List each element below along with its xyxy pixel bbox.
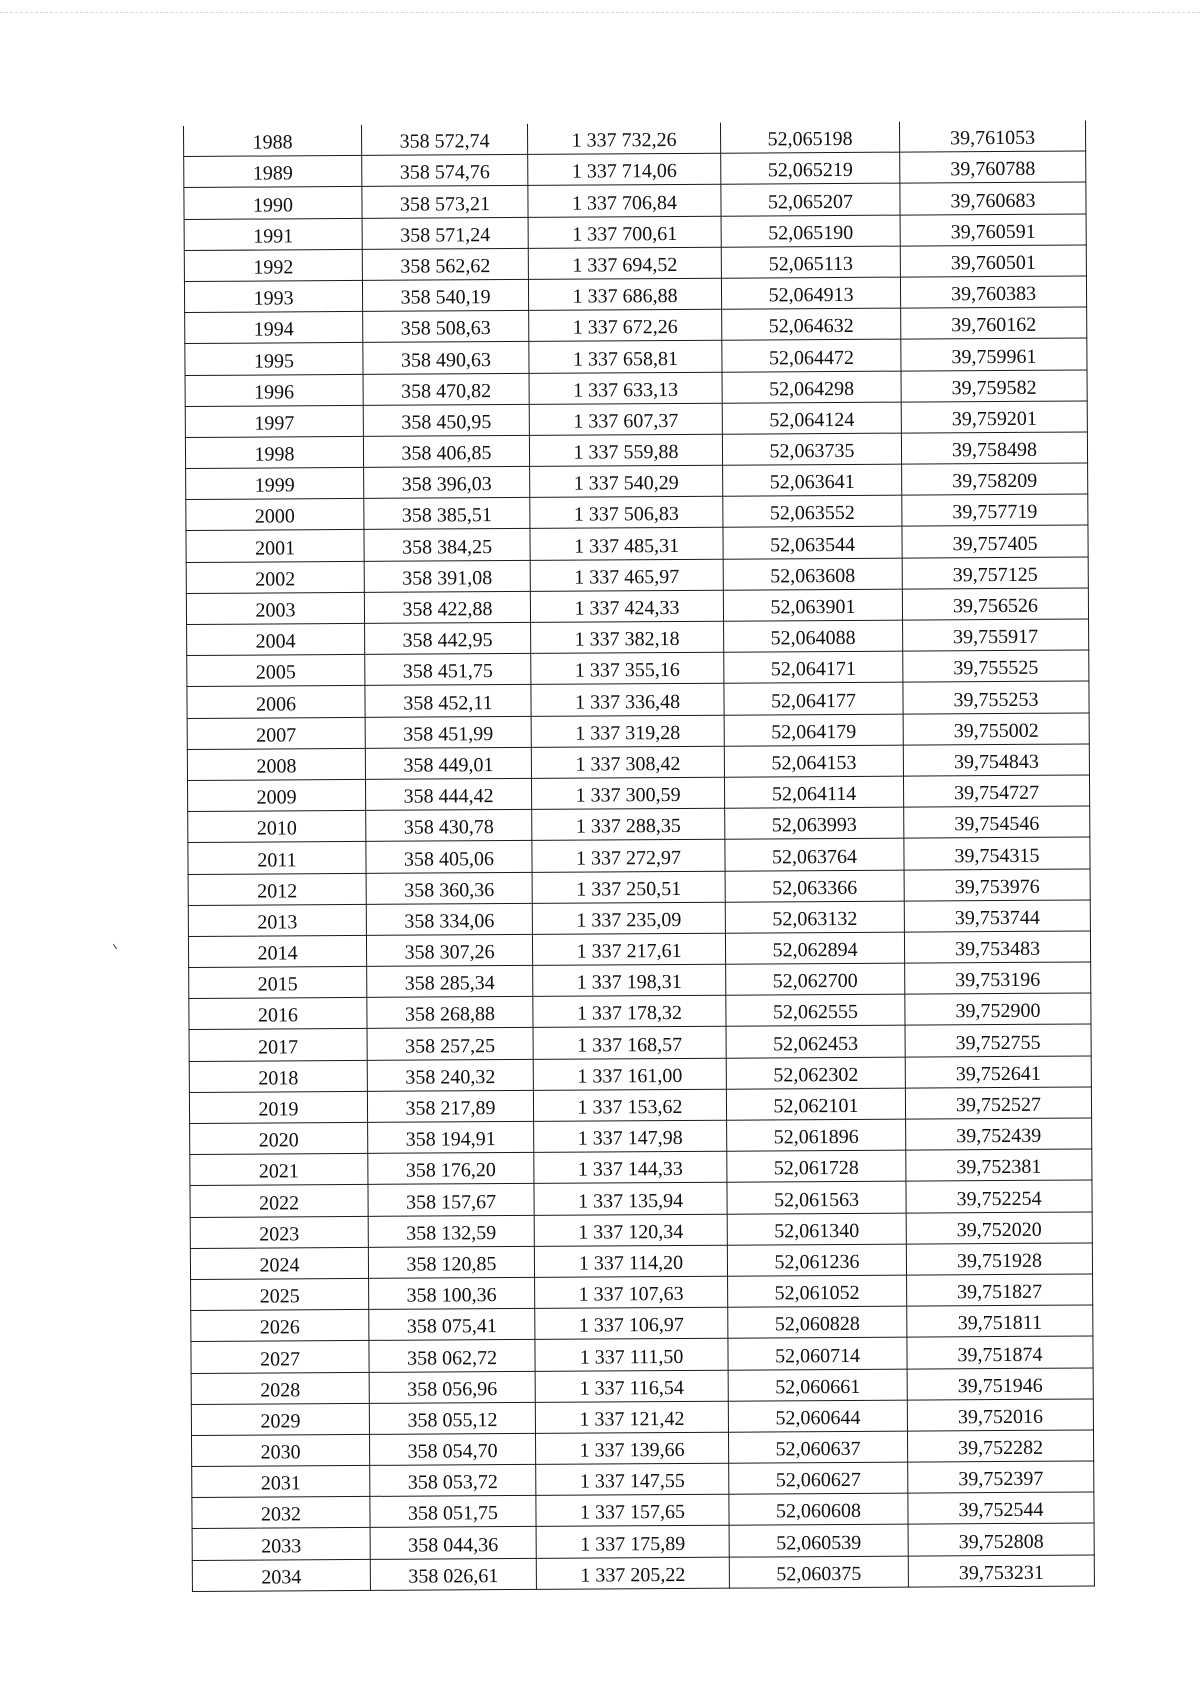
longitude-cell: 39,760383 bbox=[900, 276, 1086, 308]
x-coordinate-cell: 358 120,85 bbox=[368, 1246, 534, 1278]
year-cell: 2021 bbox=[190, 1154, 368, 1186]
latitude-cell: 52,062302 bbox=[726, 1057, 905, 1089]
longitude-cell: 39,754315 bbox=[904, 837, 1090, 869]
longitude-cell: 39,755917 bbox=[903, 619, 1089, 651]
table-row bbox=[185, 432, 1087, 469]
y-coordinate-cell: 1 337 700,61 bbox=[528, 216, 721, 248]
latitude-cell: 52,060608 bbox=[729, 1493, 908, 1525]
x-coordinate-cell: 358 540,19 bbox=[362, 279, 528, 311]
table-row bbox=[183, 120, 1085, 156]
y-coordinate-cell: 1 337 424,33 bbox=[530, 590, 723, 622]
x-coordinate-cell: 358 051,75 bbox=[370, 1496, 536, 1528]
longitude-cell: 39,752527 bbox=[905, 1087, 1091, 1119]
table-row bbox=[187, 775, 1089, 812]
latitude-cell: 52,061340 bbox=[727, 1213, 906, 1245]
latitude-cell: 52,065113 bbox=[721, 246, 900, 278]
x-coordinate-cell: 358 451,99 bbox=[365, 716, 531, 748]
year-cell: 2031 bbox=[192, 1465, 370, 1497]
year-cell: 2012 bbox=[188, 873, 366, 905]
year-cell: 2004 bbox=[187, 623, 365, 655]
y-coordinate-cell: 1 337 706,84 bbox=[528, 185, 721, 217]
longitude-cell: 39,752016 bbox=[907, 1399, 1093, 1431]
table-row bbox=[189, 1056, 1091, 1093]
x-coordinate-cell: 358 062,72 bbox=[369, 1340, 535, 1372]
year-cell: 1994 bbox=[185, 312, 363, 344]
table-row bbox=[185, 369, 1087, 406]
x-coordinate-cell: 358 391,08 bbox=[364, 560, 530, 592]
x-coordinate-cell: 358 508,63 bbox=[363, 311, 529, 343]
latitude-cell: 52,060375 bbox=[729, 1556, 908, 1588]
longitude-cell: 39,752900 bbox=[905, 993, 1091, 1025]
table-row bbox=[184, 245, 1086, 282]
x-coordinate-cell: 358 257,25 bbox=[367, 1028, 533, 1060]
latitude-cell: 52,065190 bbox=[721, 215, 900, 247]
latitude-cell: 52,060539 bbox=[729, 1525, 908, 1557]
year-cell: 2022 bbox=[190, 1185, 368, 1217]
table-row bbox=[188, 931, 1090, 968]
latitude-cell: 52,061728 bbox=[727, 1150, 906, 1182]
y-coordinate-cell: 1 337 658,81 bbox=[529, 341, 722, 373]
longitude-cell: 39,752397 bbox=[908, 1461, 1094, 1493]
latitude-cell: 52,064632 bbox=[722, 308, 901, 340]
longitude-cell: 39,752755 bbox=[905, 1024, 1091, 1056]
y-coordinate-cell: 1 337 235,09 bbox=[532, 902, 725, 934]
y-coordinate-cell: 1 337 308,42 bbox=[531, 746, 724, 778]
year-cell: 2033 bbox=[192, 1528, 370, 1560]
year-cell: 2010 bbox=[188, 811, 366, 843]
longitude-cell: 39,751946 bbox=[907, 1367, 1093, 1399]
x-coordinate-cell: 358 442,95 bbox=[365, 622, 531, 654]
year-cell: 2007 bbox=[187, 717, 365, 749]
year-cell: 2030 bbox=[191, 1434, 369, 1466]
x-coordinate-cell: 358 176,20 bbox=[368, 1153, 534, 1185]
latitude-cell: 52,062555 bbox=[726, 994, 905, 1026]
table-row bbox=[192, 1492, 1094, 1529]
latitude-cell: 52,065207 bbox=[721, 183, 900, 215]
year-cell: 2026 bbox=[191, 1310, 369, 1342]
x-coordinate-cell: 358 240,32 bbox=[367, 1059, 533, 1091]
table-row bbox=[188, 837, 1090, 874]
latitude-cell: 52,063764 bbox=[725, 838, 904, 870]
table-row bbox=[184, 182, 1086, 219]
longitude-cell: 39,752808 bbox=[908, 1523, 1094, 1555]
y-coordinate-cell: 1 337 355,16 bbox=[531, 652, 724, 684]
latitude-cell: 52,064124 bbox=[722, 402, 901, 434]
table-row bbox=[186, 525, 1088, 562]
latitude-cell: 52,062453 bbox=[726, 1026, 905, 1058]
year-cell: 1992 bbox=[184, 249, 362, 281]
longitude-cell: 39,752439 bbox=[906, 1118, 1092, 1150]
year-cell: 2027 bbox=[191, 1341, 369, 1373]
latitude-cell: 52,061236 bbox=[727, 1244, 906, 1276]
year-cell: 2029 bbox=[191, 1403, 369, 1435]
latitude-cell: 52,062894 bbox=[725, 932, 904, 964]
y-coordinate-cell: 1 337 540,29 bbox=[530, 465, 723, 497]
table-row bbox=[187, 619, 1089, 656]
longitude-cell: 39,754546 bbox=[904, 806, 1090, 838]
longitude-cell: 39,753196 bbox=[905, 962, 1091, 994]
table-row bbox=[192, 1461, 1094, 1498]
x-coordinate-cell: 358 422,88 bbox=[364, 591, 530, 623]
table-row bbox=[188, 868, 1090, 905]
y-coordinate-cell: 1 337 121,42 bbox=[535, 1401, 728, 1433]
year-cell: 2032 bbox=[192, 1497, 370, 1529]
longitude-cell: 39,751811 bbox=[907, 1305, 1093, 1337]
y-coordinate-cell: 1 337 607,37 bbox=[529, 403, 722, 435]
year-cell: 2003 bbox=[186, 592, 364, 624]
latitude-cell: 52,065219 bbox=[721, 152, 900, 184]
latitude-cell: 52,063735 bbox=[722, 433, 901, 465]
longitude-cell: 39,753483 bbox=[904, 931, 1090, 963]
y-coordinate-cell: 1 337 144,33 bbox=[534, 1151, 727, 1183]
table-row bbox=[192, 1523, 1094, 1560]
latitude-cell: 52,062101 bbox=[726, 1088, 905, 1120]
longitude-cell: 39,754843 bbox=[903, 744, 1089, 776]
year-cell: 1991 bbox=[184, 218, 362, 250]
year-cell: 2006 bbox=[187, 686, 365, 718]
x-coordinate-cell: 358 334,06 bbox=[366, 903, 532, 935]
y-coordinate-cell: 1 337 319,28 bbox=[531, 715, 724, 747]
coordinates-table bbox=[183, 120, 1095, 1591]
year-cell: 1990 bbox=[184, 187, 362, 219]
x-coordinate-cell: 358 157,67 bbox=[368, 1184, 534, 1216]
year-cell: 2019 bbox=[189, 1091, 367, 1123]
table-row bbox=[191, 1399, 1093, 1436]
year-cell: 1999 bbox=[186, 467, 364, 499]
latitude-cell: 52,063993 bbox=[725, 807, 904, 839]
y-coordinate-cell: 1 337 198,31 bbox=[533, 964, 726, 996]
x-coordinate-cell: 358 385,51 bbox=[364, 498, 530, 530]
table-row bbox=[191, 1367, 1093, 1404]
longitude-cell: 39,760501 bbox=[900, 245, 1086, 277]
year-cell: 2005 bbox=[187, 655, 365, 687]
latitude-cell: 52,064472 bbox=[722, 339, 901, 371]
latitude-cell: 52,061563 bbox=[727, 1181, 906, 1213]
table-row bbox=[189, 1087, 1091, 1124]
latitude-cell: 52,063366 bbox=[725, 870, 904, 902]
table-row bbox=[185, 338, 1087, 375]
table-row bbox=[184, 276, 1086, 313]
x-coordinate-cell: 358 449,01 bbox=[365, 747, 531, 779]
y-coordinate-cell: 1 337 111,50 bbox=[535, 1339, 728, 1371]
y-coordinate-cell: 1 337 288,35 bbox=[532, 808, 725, 840]
x-coordinate-cell: 358 268,88 bbox=[367, 997, 533, 1029]
table-row bbox=[190, 1243, 1092, 1280]
x-coordinate-cell: 358 430,78 bbox=[366, 810, 532, 842]
y-coordinate-cell: 1 337 506,83 bbox=[530, 496, 723, 528]
y-coordinate-cell: 1 337 633,13 bbox=[529, 372, 722, 404]
longitude-cell: 39,757125 bbox=[902, 557, 1088, 589]
longitude-cell: 39,757719 bbox=[902, 494, 1088, 526]
year-cell: 2011 bbox=[188, 842, 366, 874]
latitude-cell: 52,060644 bbox=[728, 1400, 907, 1432]
y-coordinate-cell: 1 337 116,54 bbox=[535, 1370, 728, 1402]
table-row bbox=[188, 900, 1090, 937]
latitude-cell: 52,064179 bbox=[724, 714, 903, 746]
x-coordinate-cell: 358 406,85 bbox=[363, 435, 529, 467]
year-cell: 2020 bbox=[190, 1122, 368, 1154]
y-coordinate-cell: 1 337 147,98 bbox=[534, 1120, 727, 1152]
longitude-cell: 39,758209 bbox=[902, 463, 1088, 495]
x-coordinate-cell: 358 571,24 bbox=[362, 217, 528, 249]
year-cell: 2009 bbox=[187, 779, 365, 811]
longitude-cell: 39,759201 bbox=[901, 401, 1087, 433]
x-coordinate-cell: 358 573,21 bbox=[362, 186, 528, 218]
year-cell: 2008 bbox=[187, 748, 365, 780]
longitude-cell: 39,751827 bbox=[907, 1274, 1093, 1306]
y-coordinate-cell: 1 337 272,97 bbox=[532, 840, 725, 872]
y-coordinate-cell: 1 337 205,22 bbox=[536, 1557, 729, 1589]
table-row bbox=[186, 557, 1088, 594]
latitude-cell: 52,063544 bbox=[723, 527, 902, 559]
table-row bbox=[185, 401, 1087, 438]
table-row bbox=[191, 1305, 1093, 1342]
x-coordinate-cell: 358 562,62 bbox=[362, 248, 528, 280]
year-cell: 1996 bbox=[185, 374, 363, 406]
x-coordinate-cell: 358 405,06 bbox=[366, 841, 532, 873]
x-coordinate-cell: 358 307,26 bbox=[366, 934, 532, 966]
y-coordinate-cell: 1 337 732,26 bbox=[527, 123, 720, 155]
year-cell: 1988 bbox=[183, 125, 361, 157]
year-cell: 2000 bbox=[186, 499, 364, 531]
latitude-cell: 52,060627 bbox=[729, 1462, 908, 1494]
x-coordinate-cell: 358 450,95 bbox=[363, 404, 529, 436]
latitude-cell: 52,065198 bbox=[720, 122, 899, 154]
table-row bbox=[190, 1149, 1092, 1186]
table-row bbox=[191, 1274, 1093, 1311]
year-cell: 2017 bbox=[189, 1029, 367, 1061]
x-coordinate-cell: 358 100,36 bbox=[369, 1277, 535, 1309]
year-cell: 2028 bbox=[191, 1372, 369, 1404]
y-coordinate-cell: 1 337 168,57 bbox=[533, 1027, 726, 1059]
latitude-cell: 52,064153 bbox=[724, 745, 903, 777]
longitude-cell: 39,755002 bbox=[903, 713, 1089, 745]
x-coordinate-cell: 358 075,41 bbox=[369, 1308, 535, 1340]
table-row bbox=[185, 307, 1087, 344]
longitude-cell: 39,759961 bbox=[901, 338, 1087, 370]
y-coordinate-cell: 1 337 107,63 bbox=[535, 1276, 728, 1308]
x-coordinate-cell: 358 451,75 bbox=[365, 654, 531, 686]
table-row bbox=[189, 1024, 1091, 1061]
latitude-cell: 52,060714 bbox=[728, 1337, 907, 1369]
coordinates-table-body bbox=[183, 120, 1094, 1591]
x-coordinate-cell: 358 452,11 bbox=[365, 685, 531, 717]
table-row bbox=[184, 151, 1086, 188]
y-coordinate-cell: 1 337 161,00 bbox=[533, 1058, 726, 1090]
y-coordinate-cell: 1 337 147,55 bbox=[536, 1463, 729, 1495]
longitude-cell: 39,752020 bbox=[906, 1212, 1092, 1244]
x-coordinate-cell: 358 444,42 bbox=[365, 778, 531, 810]
x-coordinate-cell: 358 054,70 bbox=[369, 1433, 535, 1465]
latitude-cell: 52,064088 bbox=[724, 620, 903, 652]
table-row bbox=[190, 1180, 1092, 1217]
longitude-cell: 39,760162 bbox=[901, 307, 1087, 339]
y-coordinate-cell: 1 337 178,32 bbox=[533, 995, 726, 1027]
longitude-cell: 39,757405 bbox=[902, 525, 1088, 557]
latitude-cell: 52,064913 bbox=[721, 277, 900, 309]
y-coordinate-cell: 1 337 175,89 bbox=[536, 1526, 729, 1558]
year-cell: 1995 bbox=[185, 343, 363, 375]
year-cell: 2002 bbox=[186, 561, 364, 593]
x-coordinate-cell: 358 194,91 bbox=[368, 1121, 534, 1153]
scan-page-edge bbox=[0, 12, 1200, 13]
latitude-cell: 52,063552 bbox=[723, 495, 902, 527]
scan-stray-mark bbox=[113, 944, 117, 949]
y-coordinate-cell: 1 337 714,06 bbox=[528, 153, 721, 185]
longitude-cell: 39,755253 bbox=[903, 681, 1089, 713]
x-coordinate-cell: 358 470,82 bbox=[363, 373, 529, 405]
longitude-cell: 39,753231 bbox=[908, 1555, 1094, 1587]
year-cell: 2025 bbox=[191, 1278, 369, 1310]
year-cell: 2024 bbox=[190, 1247, 368, 1279]
latitude-cell: 52,062700 bbox=[726, 963, 905, 995]
table-row bbox=[189, 993, 1091, 1030]
year-cell: 2013 bbox=[188, 904, 366, 936]
latitude-cell: 52,063641 bbox=[723, 464, 902, 496]
y-coordinate-cell: 1 337 686,88 bbox=[528, 278, 721, 310]
x-coordinate-cell: 358 396,03 bbox=[364, 466, 530, 498]
x-coordinate-cell: 358 055,12 bbox=[369, 1402, 535, 1434]
longitude-cell: 39,752641 bbox=[905, 1056, 1091, 1088]
x-coordinate-cell: 358 360,36 bbox=[366, 872, 532, 904]
longitude-cell: 39,756526 bbox=[902, 588, 1088, 620]
table-row bbox=[188, 806, 1090, 843]
year-cell: 2001 bbox=[186, 530, 364, 562]
x-coordinate-cell: 358 572,74 bbox=[361, 124, 527, 156]
longitude-cell: 39,753976 bbox=[904, 868, 1090, 900]
y-coordinate-cell: 1 337 250,51 bbox=[532, 871, 725, 903]
longitude-cell: 39,752381 bbox=[906, 1149, 1092, 1181]
latitude-cell: 52,061896 bbox=[727, 1119, 906, 1151]
y-coordinate-cell: 1 337 382,18 bbox=[531, 621, 724, 653]
y-coordinate-cell: 1 337 485,31 bbox=[530, 528, 723, 560]
x-coordinate-cell: 358 285,34 bbox=[367, 965, 533, 997]
longitude-cell: 39,759582 bbox=[901, 369, 1087, 401]
table-row bbox=[187, 744, 1089, 781]
y-coordinate-cell: 1 337 153,62 bbox=[533, 1089, 726, 1121]
y-coordinate-cell: 1 337 157,65 bbox=[536, 1494, 729, 1526]
longitude-cell: 39,751874 bbox=[907, 1336, 1093, 1368]
y-coordinate-cell: 1 337 217,61 bbox=[532, 933, 725, 965]
longitude-cell: 39,755525 bbox=[903, 650, 1089, 682]
longitude-cell: 39,761053 bbox=[899, 120, 1085, 152]
latitude-cell: 52,064298 bbox=[722, 371, 901, 403]
y-coordinate-cell: 1 337 114,20 bbox=[534, 1245, 727, 1277]
longitude-cell: 39,758498 bbox=[901, 432, 1087, 464]
y-coordinate-cell: 1 337 336,48 bbox=[531, 684, 724, 716]
table-row bbox=[191, 1430, 1093, 1467]
year-cell: 2016 bbox=[189, 998, 367, 1030]
x-coordinate-cell: 358 044,36 bbox=[370, 1527, 536, 1559]
x-coordinate-cell: 358 053,72 bbox=[370, 1464, 536, 1496]
latitude-cell: 52,060828 bbox=[728, 1306, 907, 1338]
longitude-cell: 39,754727 bbox=[903, 775, 1089, 807]
latitude-cell: 52,063608 bbox=[723, 558, 902, 590]
year-cell: 2014 bbox=[188, 935, 366, 967]
year-cell: 1993 bbox=[184, 280, 362, 312]
table-row bbox=[189, 962, 1091, 999]
x-coordinate-cell: 358 217,89 bbox=[367, 1090, 533, 1122]
table-row bbox=[186, 588, 1088, 625]
latitude-cell: 52,060661 bbox=[728, 1369, 907, 1401]
latitude-cell: 52,064114 bbox=[724, 776, 903, 808]
year-cell: 2015 bbox=[189, 966, 367, 998]
y-coordinate-cell: 1 337 106,97 bbox=[535, 1307, 728, 1339]
longitude-cell: 39,752544 bbox=[908, 1492, 1094, 1524]
y-coordinate-cell: 1 337 672,26 bbox=[529, 309, 722, 341]
latitude-cell: 52,063901 bbox=[723, 589, 902, 621]
year-cell: 2018 bbox=[189, 1060, 367, 1092]
x-coordinate-cell: 358 574,76 bbox=[362, 155, 528, 187]
latitude-cell: 52,064171 bbox=[724, 651, 903, 683]
table-row bbox=[186, 494, 1088, 531]
y-coordinate-cell: 1 337 139,66 bbox=[535, 1432, 728, 1464]
table-row bbox=[192, 1555, 1094, 1592]
x-coordinate-cell: 358 056,96 bbox=[369, 1371, 535, 1403]
year-cell: 1998 bbox=[185, 436, 363, 468]
x-coordinate-cell: 358 384,25 bbox=[364, 529, 530, 561]
longitude-cell: 39,760683 bbox=[900, 182, 1086, 214]
x-coordinate-cell: 358 490,63 bbox=[363, 342, 529, 374]
y-coordinate-cell: 1 337 694,52 bbox=[528, 247, 721, 279]
x-coordinate-cell: 358 132,59 bbox=[368, 1215, 534, 1247]
y-coordinate-cell: 1 337 300,59 bbox=[531, 777, 724, 809]
year-cell: 1997 bbox=[185, 405, 363, 437]
latitude-cell: 52,063132 bbox=[725, 901, 904, 933]
year-cell: 2023 bbox=[190, 1216, 368, 1248]
longitude-cell: 39,752282 bbox=[907, 1430, 1093, 1462]
longitude-cell: 39,753744 bbox=[904, 900, 1090, 932]
table-row bbox=[187, 681, 1089, 718]
longitude-cell: 39,760788 bbox=[900, 151, 1086, 183]
latitude-cell: 52,064177 bbox=[724, 682, 903, 714]
longitude-cell: 39,760591 bbox=[900, 214, 1086, 246]
table-row bbox=[184, 214, 1086, 251]
longitude-cell: 39,752254 bbox=[906, 1180, 1092, 1212]
table-row bbox=[190, 1212, 1092, 1249]
table-row bbox=[187, 713, 1089, 750]
y-coordinate-cell: 1 337 559,88 bbox=[529, 434, 722, 466]
table-row bbox=[190, 1118, 1092, 1155]
x-coordinate-cell: 358 026,61 bbox=[370, 1558, 536, 1590]
table-row bbox=[191, 1336, 1093, 1373]
longitude-cell: 39,751928 bbox=[906, 1243, 1092, 1275]
y-coordinate-cell: 1 337 465,97 bbox=[530, 559, 723, 591]
latitude-cell: 52,061052 bbox=[728, 1275, 907, 1307]
table-row bbox=[186, 463, 1088, 500]
year-cell: 2034 bbox=[192, 1559, 370, 1591]
y-coordinate-cell: 1 337 135,94 bbox=[534, 1183, 727, 1215]
table-row bbox=[187, 650, 1089, 687]
latitude-cell: 52,060637 bbox=[728, 1431, 907, 1463]
year-cell: 1989 bbox=[184, 156, 362, 188]
y-coordinate-cell: 1 337 120,34 bbox=[534, 1214, 727, 1246]
